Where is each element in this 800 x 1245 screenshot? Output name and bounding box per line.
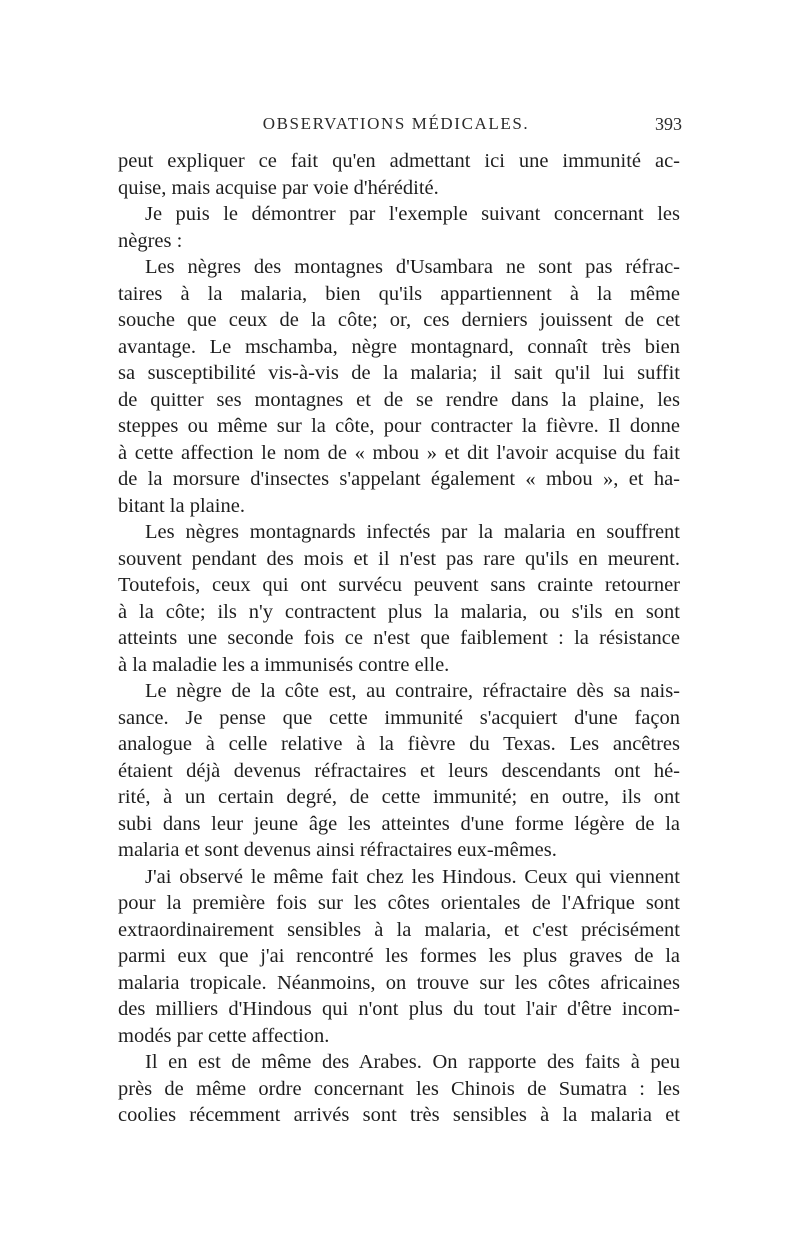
text-line: à la côte; ils n'y contractent plus la malaria, ou s'ils en sont	[118, 600, 680, 623]
text-line: Toutefois, ceux qui ont survécu peuvent sans crainte retourner	[118, 574, 680, 596]
paragraph-first-line: Les nègres des montagnes d'Usambara ne sont pas réfrac-	[145, 256, 680, 278]
text-line: bitant la plaine.	[118, 494, 245, 517]
text-line: étaient déjà devenus réfractaires et leurs descendants ont hé-	[118, 759, 680, 782]
text-line: taires à la malaria, bien qu'ils appartiennent à la même	[118, 282, 680, 305]
text-line: malaria tropicale. Néanmoins, on trouve sur les côtes africaines	[118, 971, 680, 994]
text-line: steppes ou même sur la côte, pour contracter la fièvre. Il donne	[118, 415, 680, 437]
text-line: souvent pendant des mois et il n'est pas rare qu'ils en meurent.	[118, 547, 680, 570]
text-line: des milliers d'Hindous qui n'ont plus du tout l'air d'être incom-	[118, 998, 680, 1020]
text-line: avantage. Le mschamba, nègre montagnard, connaît très bien	[118, 335, 680, 358]
paragraph-first-line: Le nègre de la côte est, au contraire, réfractaire dès sa nais-	[145, 680, 680, 702]
text-line: analogue à celle relative à la fièvre du Texas. Les ancêtres	[118, 733, 680, 755]
text-line: coolies récemment arrivés sont très sensibles à la malaria et	[118, 1104, 680, 1126]
text-line: rité, à un certain degré, de cette immunité; en outre, ils ont	[118, 786, 680, 808]
body-text	[118, 148, 680, 1129]
text-line: sance. Je pense que cette immunité s'acquiert d'une façon	[118, 706, 680, 729]
text-line: souche que ceux de la côte; or, ces derniers jouissent de cet	[118, 309, 680, 331]
paragraph-first-line: Il en est de même des Arabes. On rapporte des faits à peu	[145, 1051, 680, 1073]
text-line: modés par cette affection.	[118, 1024, 330, 1047]
text-line: nègres :	[118, 229, 183, 252]
text-line: près de même ordre concernant les Chinois de Sumatra : les	[118, 1077, 680, 1100]
text-line: parmi eux que j'ai rencontré les formes les plus graves de la	[118, 945, 680, 967]
text-line: sa susceptibilité vis-à-vis de la malaria; il sait qu'il lui suffit	[118, 362, 680, 384]
page-number: 393	[655, 114, 682, 134]
text-line: quise, mais acquise par voie d'hérédité.	[118, 176, 439, 199]
text-line: subi dans leur jeune âge les atteintes d'une forme légère de la	[118, 812, 680, 835]
text-line: à la maladie les a immunisés contre elle.	[118, 653, 450, 676]
paragraph-first-line: J'ai observé le même fait chez les Hindous. Ceux qui viennent	[145, 865, 680, 888]
text-line: malaria et sont devenus ainsi réfractaires eux-mêmes.	[118, 839, 557, 861]
paragraph-first-line: Les nègres montagnards infectés par la malaria en souffrent	[145, 521, 680, 543]
text-line: atteints une seconde fois ce n'est que faiblement : la résistance	[118, 627, 680, 649]
text-line: à cette affection le nom de « mbou » et dit l'avoir acquise du fait	[118, 441, 680, 464]
paragraph-first-line: Je puis le démontrer par l'exemple suivant concernant les	[145, 203, 680, 225]
text-line: peut expliquer ce fait qu'en admettant ici une immunité ac-	[118, 150, 680, 172]
text-line: pour la première fois sur les côtes orientales de l'Afrique sont	[118, 892, 680, 914]
running-head-title: OBSERVATIONS MÉDICALES.	[262, 114, 530, 133]
text-line: de la morsure d'insectes s'appelant également « mbou », et ha-	[118, 468, 680, 490]
running-head	[110, 114, 682, 142]
text-line: de quitter ses montagnes et de se rendre dans la plaine, les	[118, 388, 680, 411]
text-line: extraordinairement sensibles à la malaria, et c'est précisément	[118, 918, 680, 941]
